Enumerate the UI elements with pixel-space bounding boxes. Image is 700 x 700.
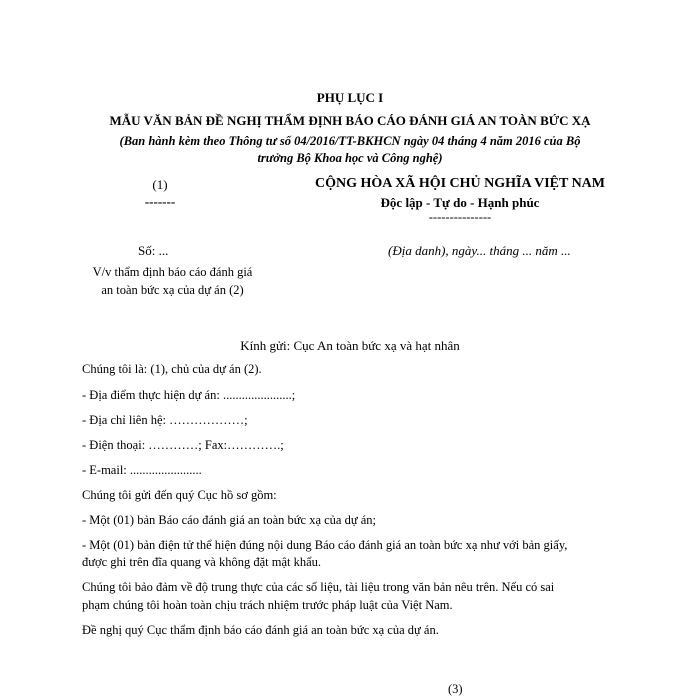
issued-note-line2: trưởng Bộ Khoa học và Công nghệ) [257, 151, 443, 165]
commitment-line1: Chúng tôi bảo đảm về độ trung thực của các số liệu, tài liệu trong văn bản nêu trên. Nếu có sai [82, 580, 555, 594]
issued-note-line1: (Ban hành kèm theo Thông tư số 04/2016/TT-BKHCN ngày 04 tháng 4 năm 2016 của Bộ [119, 134, 581, 148]
recipient: Kính gửi: Cục An toàn bức xạ và hạt nhân [240, 338, 460, 353]
org-placeholder: (1) [152, 177, 168, 192]
phone-fax-line: - Điện thoại: …………; Fax:………….; [82, 438, 284, 452]
national-title: CỘNG HÒA XÃ HỘI CHỦ NGHĨA VIỆT NAM [314, 176, 605, 191]
request-line: Đề nghị quý Cục thẩm định báo cáo đánh giá an toàn bức xạ của dự án. [82, 623, 439, 637]
signature-placeholder: (3) [448, 682, 463, 696]
dossier-item-2-line1: - Một (01) bản điện tử thể hiện đúng nội dung Báo cáo đánh giá an toàn bức xạ như với bản giấy, [82, 538, 568, 552]
org-rule: ------- [144, 194, 176, 209]
project-location-line: - Địa điểm thực hiện dự án: ......................; [82, 388, 296, 402]
intro-line: Chúng tôi là: (1), chủ của dự án (2). [82, 362, 262, 376]
dossier-item-1: - Một (01) bản Báo cáo đánh giá an toàn bức xạ của dự án; [82, 513, 377, 527]
subject-line1: V/v thẩm định báo cáo đánh giá [92, 265, 253, 279]
dossier-intro: Chúng tôi gửi đến quý Cục hồ sơ gồm: [82, 488, 277, 502]
appendix-title: PHỤ LỤC I [316, 90, 384, 105]
contact-address-line: - Địa chỉ liên hệ: ………………; [82, 413, 248, 427]
form-title: MẪU VĂN BẢN ĐỀ NGHỊ THẨM ĐỊNH BÁO CÁO ĐÁNH GIÁ AN TOÀN BỨC XẠ [109, 113, 591, 128]
dossier-item-2-line2: được ghi trên đĩa quang và không đặt mật khẩu. [82, 555, 322, 569]
subject-line2: an toàn bức xạ của dự án (2) [101, 283, 244, 297]
document-number: Số: ... [138, 243, 169, 258]
motto-rule: --------------- [428, 210, 492, 224]
commitment-line2: phạm chúng tôi hoàn toàn chịu trách nhiệm trước pháp luật của Việt Nam. [82, 598, 453, 612]
email-line: - E-mail: ....................... [82, 463, 202, 477]
motto: Độc lập - Tự do - Hạnh phúc [380, 195, 540, 210]
place-date: (Địa danh), ngày... tháng ... năm ... [388, 243, 571, 258]
